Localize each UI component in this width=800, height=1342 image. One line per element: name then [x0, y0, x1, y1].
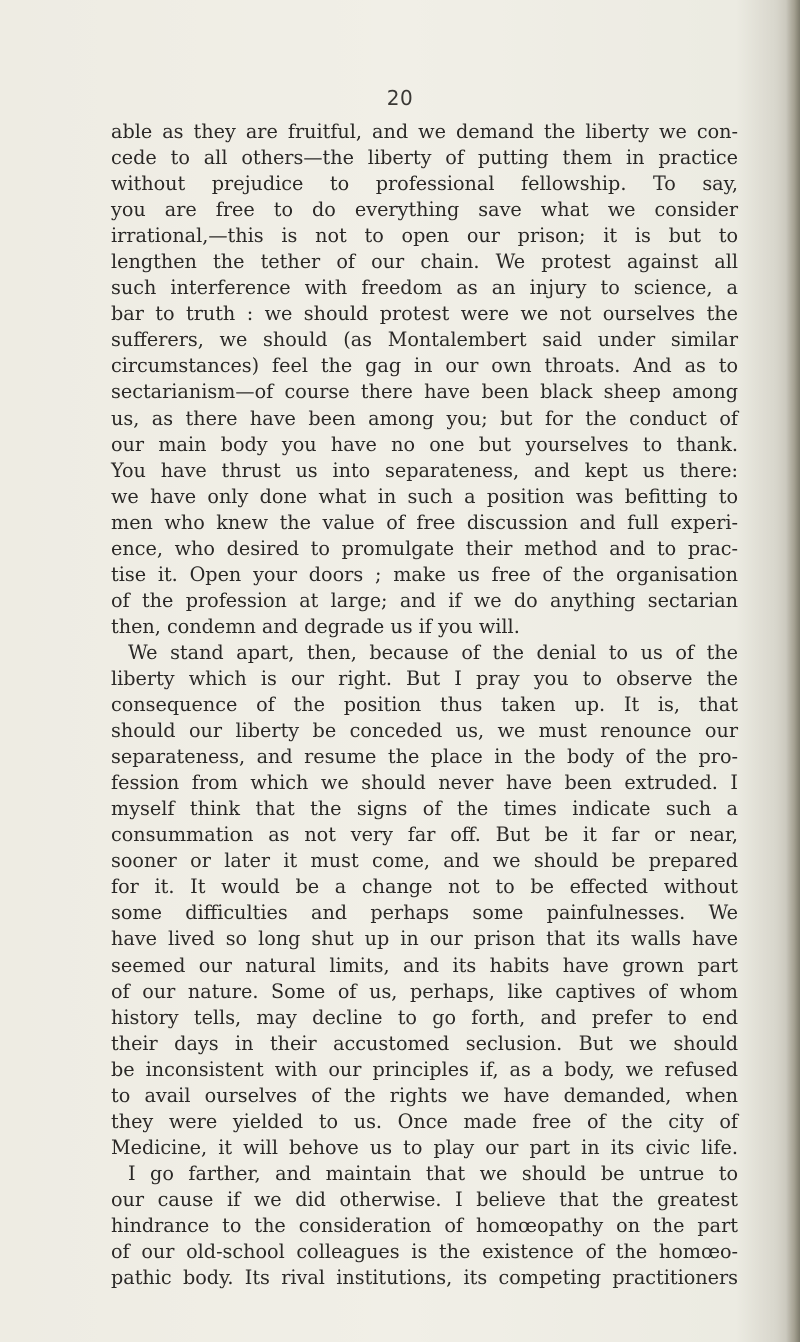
text-line: they were yielded to us. Once made free of the city of	[111, 1109, 738, 1133]
text-line: consequence of the position thus taken up. It is, that	[111, 693, 738, 717]
text-line: hindrance to the consideration of homœopathy on the part	[111, 1213, 738, 1237]
text-line: our main body you have no one but yourselves to thank.	[111, 432, 738, 456]
text-line: sooner or later it must come, and we should be prepared	[111, 849, 738, 873]
text-line: myself think that the signs of the times indicate such a	[111, 797, 738, 821]
text-line: bar to truth : we should protest were we not ourselves the	[111, 302, 738, 326]
text-line: pathic body. Its rival institutions, its competing practitioners	[111, 1266, 738, 1290]
page-number: 20	[386, 86, 414, 110]
text-line: Medicine, it will behove us to play our part in its civic life.	[111, 1135, 738, 1159]
text-line: irrational,—this is not to open our prison; it is but to	[111, 224, 738, 248]
body-text	[111, 119, 738, 1291]
text-line: ence, who desired to promulgate their method and to prac-	[111, 536, 738, 560]
text-line: of the profession at large; and if we do anything sectarian	[111, 588, 738, 612]
text-line: of our old-school colleagues is the existence of the homœo-	[111, 1240, 738, 1264]
text-line: cede to all others—the liberty of putting them in practice	[111, 146, 738, 170]
text-line: of our nature. Some of us, perhaps, like captives of whom	[111, 979, 738, 1003]
text-line: should our liberty be conceded us, we must renounce our	[111, 719, 738, 743]
text-line: men who knew the value of free discussion and full experi-	[111, 510, 738, 534]
page-edge-shadow	[786, 0, 800, 1342]
text-line: We stand apart, then, because of the denial to us of the	[128, 640, 738, 664]
text-line: to avail ourselves of the rights we have demanded, when	[111, 1083, 738, 1107]
text-line: we have only done what in such a position was befitting to	[111, 484, 738, 508]
text-line: consummation as not very far off. But be it far or near,	[111, 823, 738, 847]
text-line: for it. It would be a change not to be effected without	[111, 875, 738, 899]
text-line: some difficulties and perhaps some painfulnesses. We	[111, 901, 738, 925]
text-line: be inconsistent with our principles if, as a body, we refused	[111, 1057, 738, 1081]
text-line: then, condemn and degrade us if you will.	[111, 614, 520, 638]
text-line: our cause if we did otherwise. I believe that the greatest	[111, 1187, 738, 1211]
text-line: separateness, and resume the place in the body of the pro-	[111, 745, 738, 769]
text-line: history tells, may decline to go forth, and prefer to end	[111, 1005, 738, 1029]
text-line: their days in their accustomed seclusion. But we should	[111, 1031, 738, 1055]
text-line: liberty which is our right. But I pray you to observe the	[111, 666, 738, 690]
text-line: fession from which we should never have been extruded. I	[111, 771, 738, 795]
text-line: tise it. Open your doors ; make us free of the organisation	[111, 562, 738, 586]
text-line: us, as there have been among you; but for the conduct of	[111, 406, 738, 430]
text-line: circumstances) feel the gag in our own throats. And as to	[111, 354, 738, 378]
text-line: sectarianism—of course there have been black sheep among	[111, 380, 738, 404]
text-line: able as they are fruitful, and we demand the liberty we con-	[111, 120, 738, 143]
text-line: I go farther, and maintain that we should be untrue to	[128, 1161, 738, 1185]
text-line: sufferers, we should (as Montalembert said under similar	[111, 328, 738, 352]
text-line: You have thrust us into separateness, and kept us there:	[111, 458, 738, 482]
text-line: have lived so long shut up in our prison that its walls have	[111, 927, 738, 951]
text-line: lengthen the tether of our chain. We protest against all	[111, 250, 738, 274]
text-line: seemed our natural limits, and its habits have grown part	[111, 953, 738, 977]
text-line: you are free to do everything save what we consider	[111, 198, 738, 222]
text-line: without prejudice to professional fellowship. To say,	[111, 172, 738, 196]
text-line: such interference with freedom as an injury to science, a	[111, 276, 738, 300]
